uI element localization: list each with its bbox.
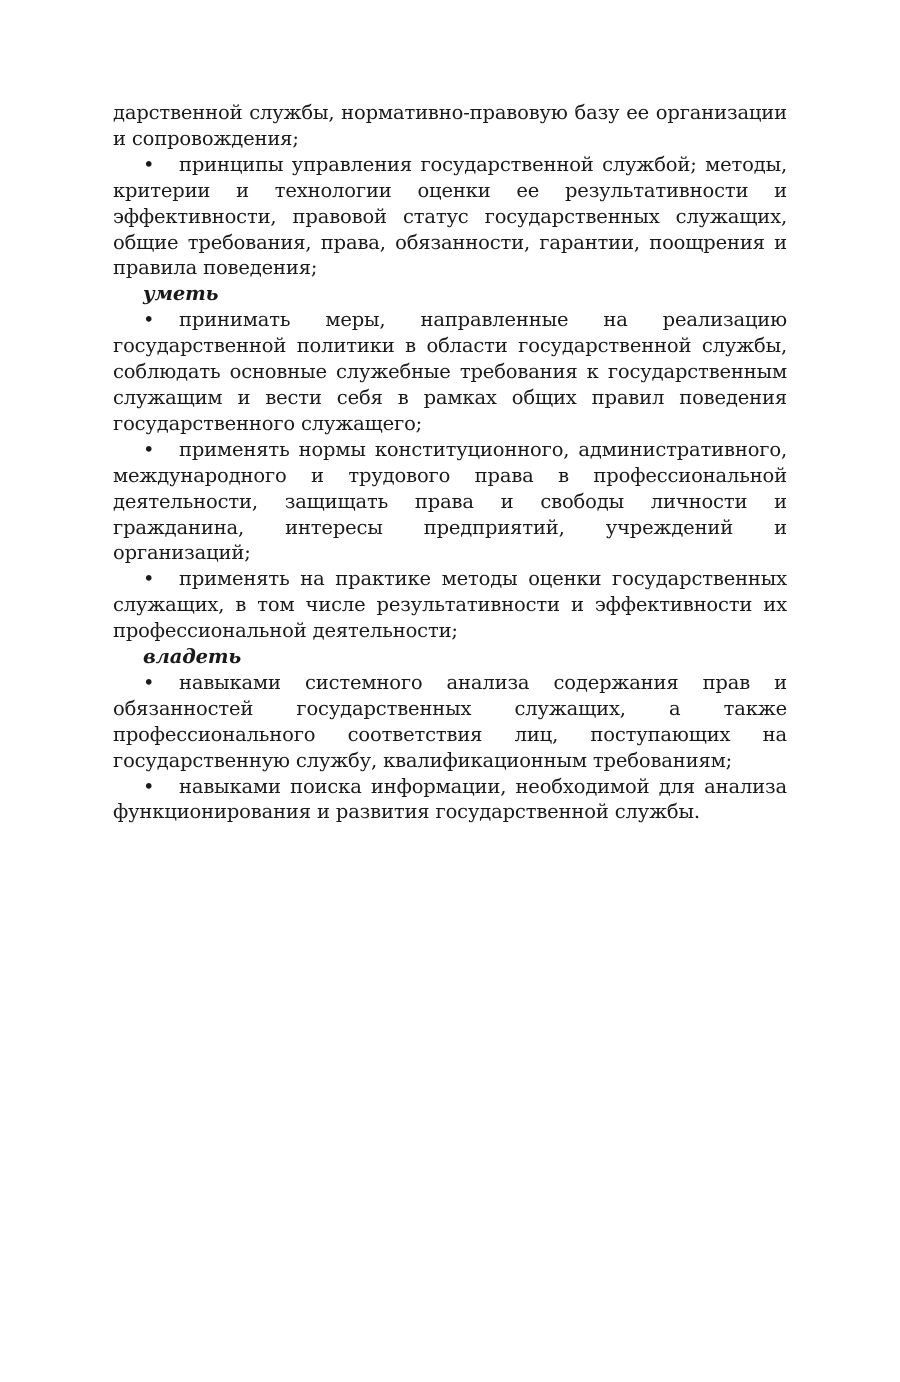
list-item bbox=[113, 774, 787, 826]
intro-paragraph: дарственной службы, нормативно-правовую базу ее организации и сопровождения; bbox=[113, 101, 787, 150]
list-item-text: навыками поиска информации, необходимой для анализа функционирования и развития государственной службы. bbox=[113, 774, 787, 824]
bullet-marker: • bbox=[143, 152, 155, 176]
body-text bbox=[113, 100, 787, 825]
bullet-marker: • bbox=[143, 437, 155, 461]
bullet-marker: • bbox=[143, 308, 155, 332]
bullet-marker: • bbox=[143, 774, 155, 798]
list-item bbox=[113, 437, 787, 567]
list-item-text: навыками системного анализа содержания прав и обязанностей государственных служащих, а также профессионального соответствия лиц, поступающих на государственную службу, квалификационным требованиям; bbox=[113, 670, 787, 772]
list-item-text: принципы управления государственной службой; методы, критерии и технологии оценки ее результативности и эффективности, правовой статус государственных служащих, общие требования, права, обязанности, гарантии, поощрения и правила поведения; bbox=[113, 152, 787, 280]
section-heading-possess: владеть bbox=[143, 645, 242, 669]
list-item bbox=[113, 307, 787, 437]
list-item-text: применять нормы конституционного, административного, международного и трудового права в профессиональной деятельности, защищать права и свободы личности и гражданина, интересы предприятий, учреждений и организаций; bbox=[113, 437, 787, 565]
section-heading-able: уметь bbox=[143, 282, 219, 306]
list-item bbox=[113, 670, 787, 774]
bullet-marker: • bbox=[143, 670, 155, 694]
list-item bbox=[113, 566, 787, 644]
list-item bbox=[113, 152, 787, 282]
bullet-marker: • bbox=[143, 567, 155, 591]
list-item-text: принимать меры, направленные на реализацию государственной политики в области государственной службы, соблюдать основные служебные требования к государственным служащим и вести себя в рамках общих правил поведения государственного служащего; bbox=[113, 308, 787, 435]
list-item-text: применять на практике методы оценки государственных служащих, в том числе результативности и эффективности их профессиональной деятельности; bbox=[113, 567, 787, 643]
